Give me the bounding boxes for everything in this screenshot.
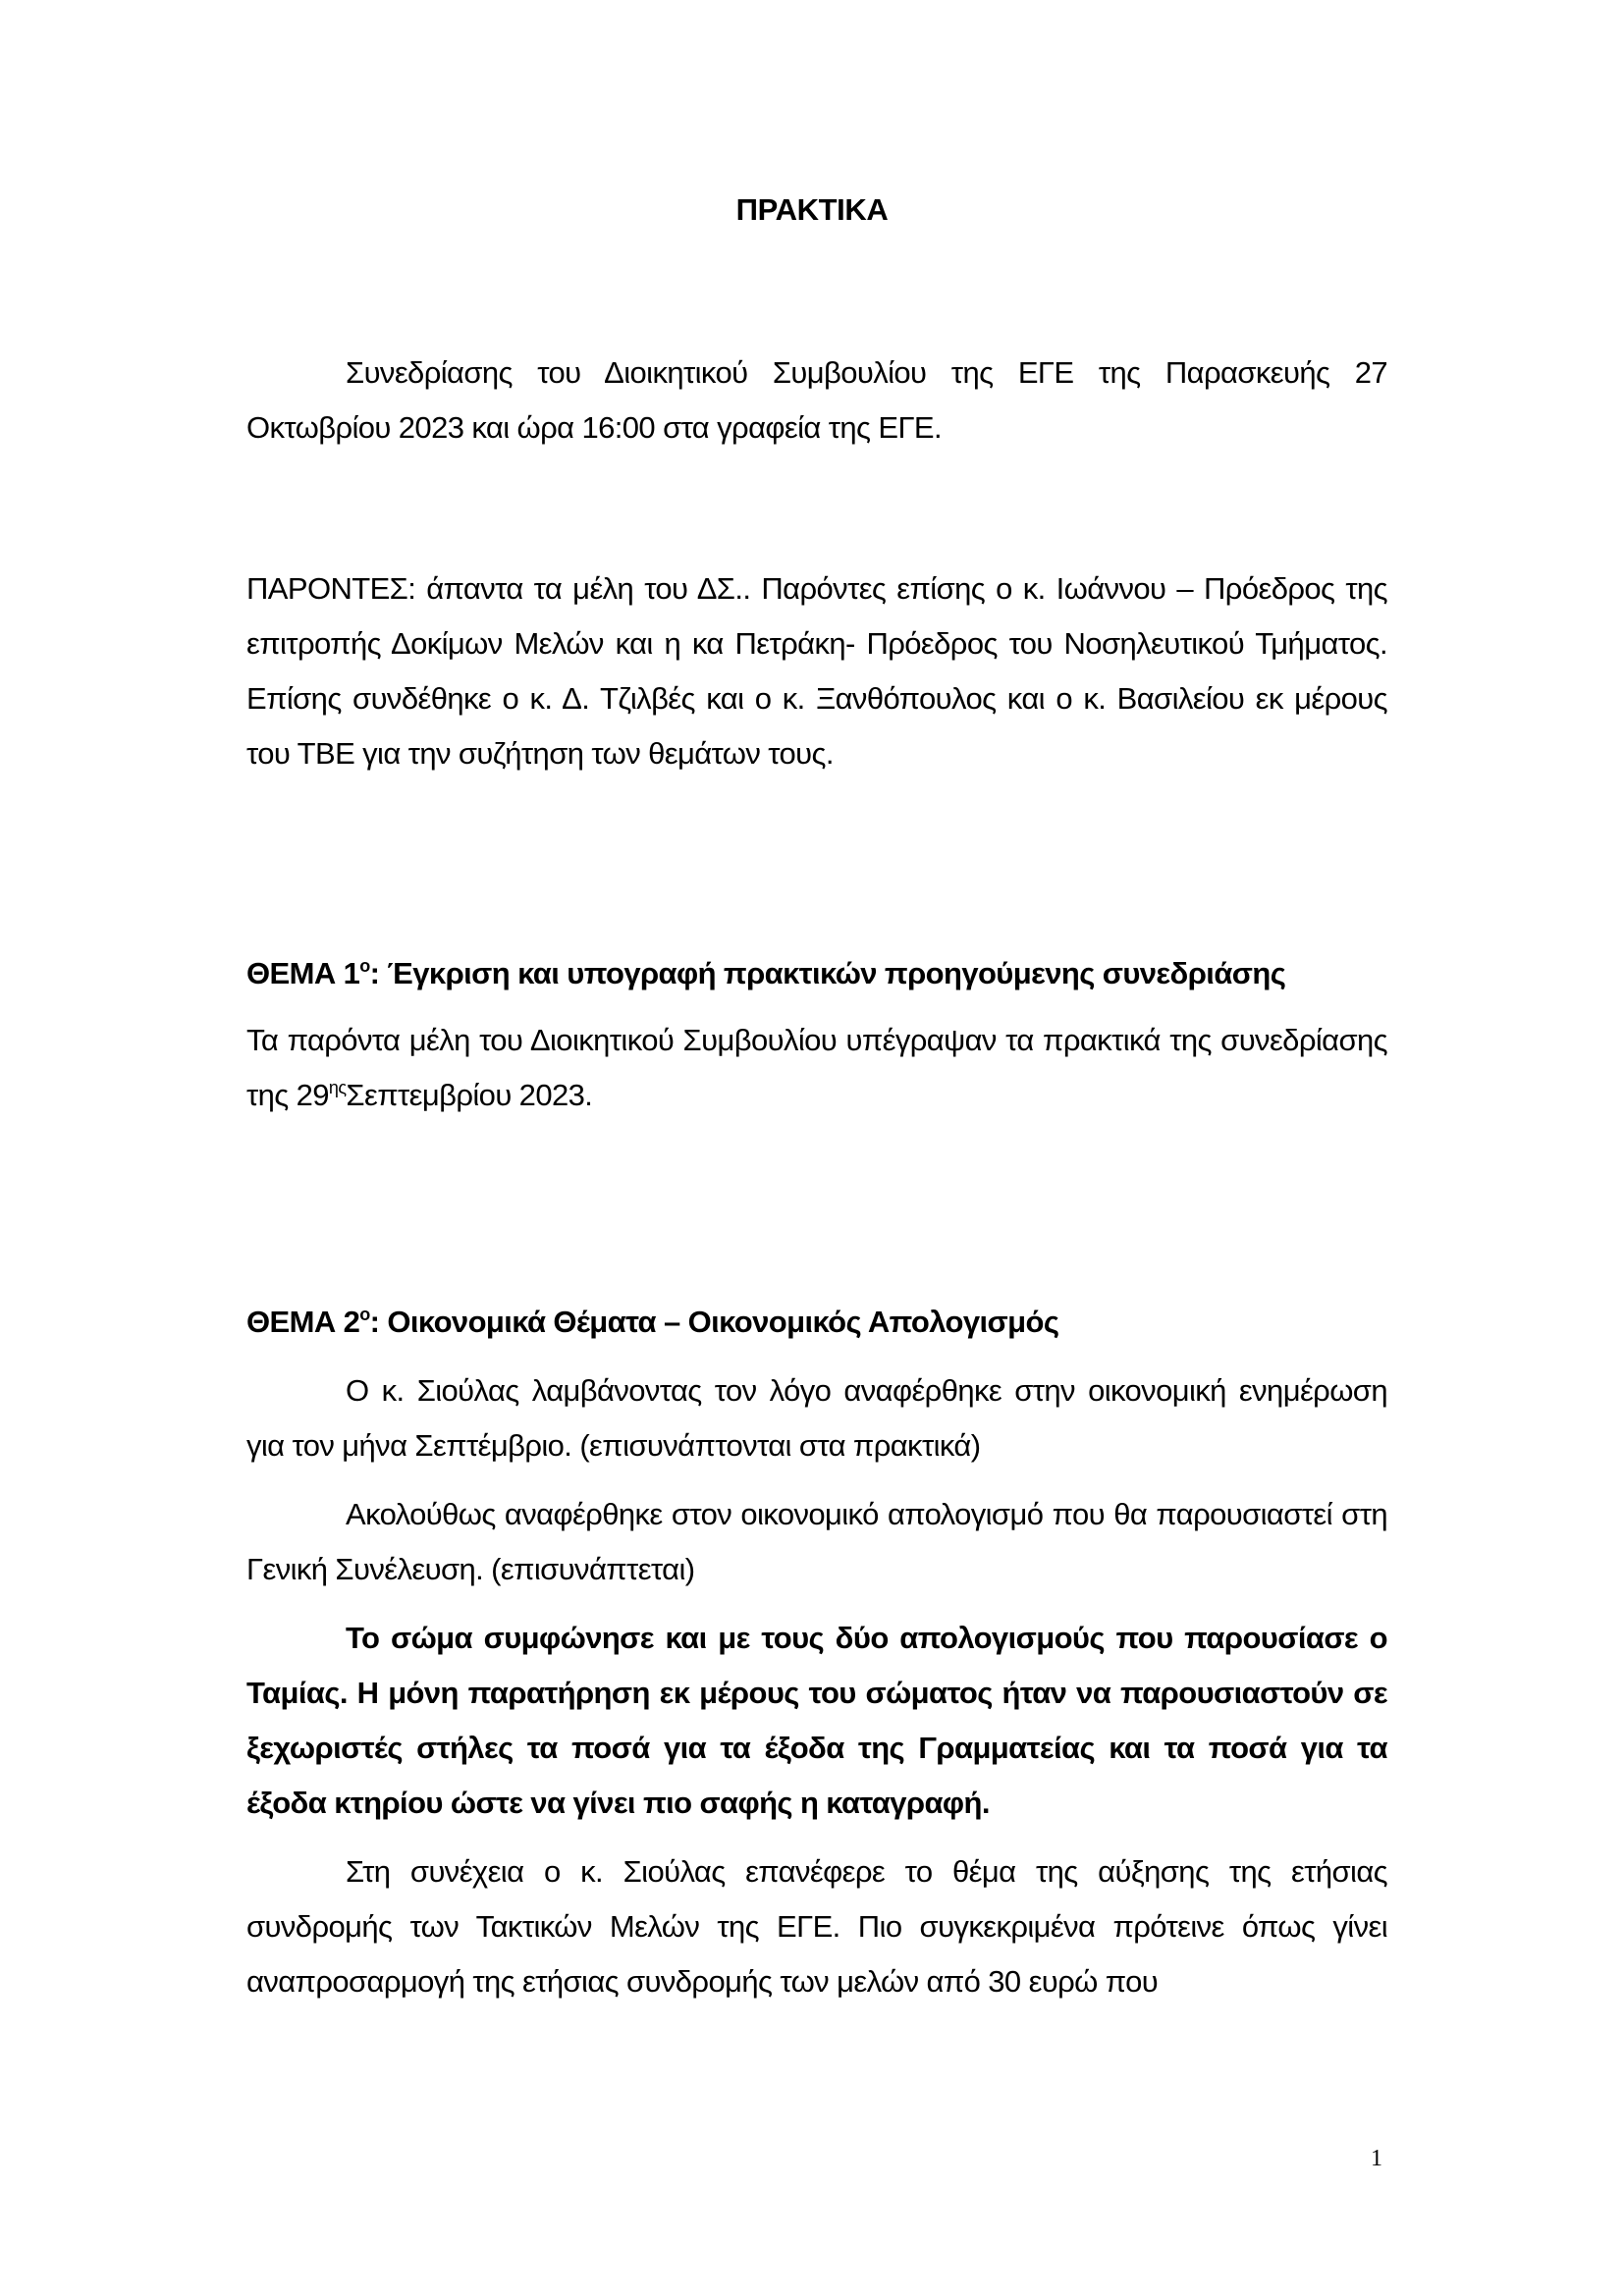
topic-2-paragraph-1: Ο κ. Σιούλας λαμβάνοντας τον λόγο αναφέρθηκε στην οικονομική ενημέρωση για τον μήνα Σεπτέμβριο. (επισυνάπτονται στα πρακτικά) [246, 1373, 1387, 1463]
topic-2-paragraph-2: Ακολούθως αναφέρθηκε στον οικονομικό απολογισμό που θα παρουσιαστεί στη Γενική Συνέλευση. (επισυνάπτεται) [246, 1497, 1387, 1586]
topic-2-decision: Το σώμα συμφώνησε και με τους δύο απολογισμούς που παρουσίασε ο Ταμίας. Η μόνη παρατήρηση εκ μέρους του σώματος ήταν να παρουσιαστούν σε ξεχωριστές στήλες τα ποσά για τα έξοδα της Γραμματείας και τα ποσά για τα έξοδα κτηρίου ώστε να γίνει πιο σαφής η καταγραφή. [246, 1621, 1387, 1820]
intro-paragraph: Συνεδρίασης του Διοικητικού Συμβουλίου της ΕΓΕ της Παρασκευής 27 Οκτωβρίου 2023 και ώρα 16:00 στα γραφεία της ΕΓΕ. [246, 355, 1387, 445]
topic-1-body-date: Σεπτεμβρίου 2023. [346, 1078, 593, 1112]
topic-1-section [246, 946, 1387, 1123]
topic-1-title: Έγκριση και υπογραφή πρακτικών προηγούμενης συνεδριάσης [387, 956, 1286, 990]
topic-1-ordinal: ο [359, 956, 370, 976]
topic-2-continuation: Στη συνέχεια ο κ. Σιούλας επανέφερε το θέμα της αύξησης της ετήσιας συνδρομής των Τακτικών Μελών της ΕΓΕ. Πιο συγκεκριμένα πρότεινε όπως γίνει αναπροσαρμογή της ετήσιας συνδρομής των μελών από 30 ευρώ που [246, 1854, 1387, 1999]
topic-1-body [246, 1013, 1387, 1123]
topic-2-label: ΘΕΜΑ 2 [246, 1305, 360, 1339]
topic-1-colon: : [369, 956, 380, 990]
attendees-section [246, 561, 1387, 781]
topic-2-heading [246, 1295, 1387, 1350]
attendees-paragraph: ΠΑΡΟΝΤΕΣ: άπαντα τα μέλη του ΔΣ.. Παρόντες επίσης ο κ. Ιωάννου – Πρόεδρος της επιτροπής Δοκίμων Μελών και η κα Πετράκη- Πρόεδρος του Νοσηλευτικού Τμήματος. Επίσης συνδέθηκε ο κ. Δ. Τζιλβές και ο κ. Ξανθόπουλος και ο κ. Βασιλείου εκ μέρους του ΤΒΕ για την συζήτηση των θεμάτων τους. [246, 571, 1387, 771]
page-number: 1 [1371, 2146, 1382, 2171]
topic-2-section [246, 1295, 1387, 2009]
topic-1-body-sup: ης [328, 1078, 347, 1097]
topic-1-body-text: Τα παρόντα μέλη του Διοικητικού Συμβουλίου υπέγραψαν τα πρακτικά της συνεδρίασης της 29 [246, 1023, 1387, 1112]
topic-1-heading [246, 946, 1387, 1001]
topic-2-title: : Οικονομικά Θέματα – Οικονομικός Απολογισμός [369, 1305, 1059, 1339]
page-title: ΠΡΑΚΤΙΚΑ [735, 192, 889, 227]
topic-1-label: ΘΕΜΑ 1 [246, 956, 360, 990]
topic-2-ordinal: ο [359, 1305, 370, 1324]
intro-section [246, 346, 1387, 455]
